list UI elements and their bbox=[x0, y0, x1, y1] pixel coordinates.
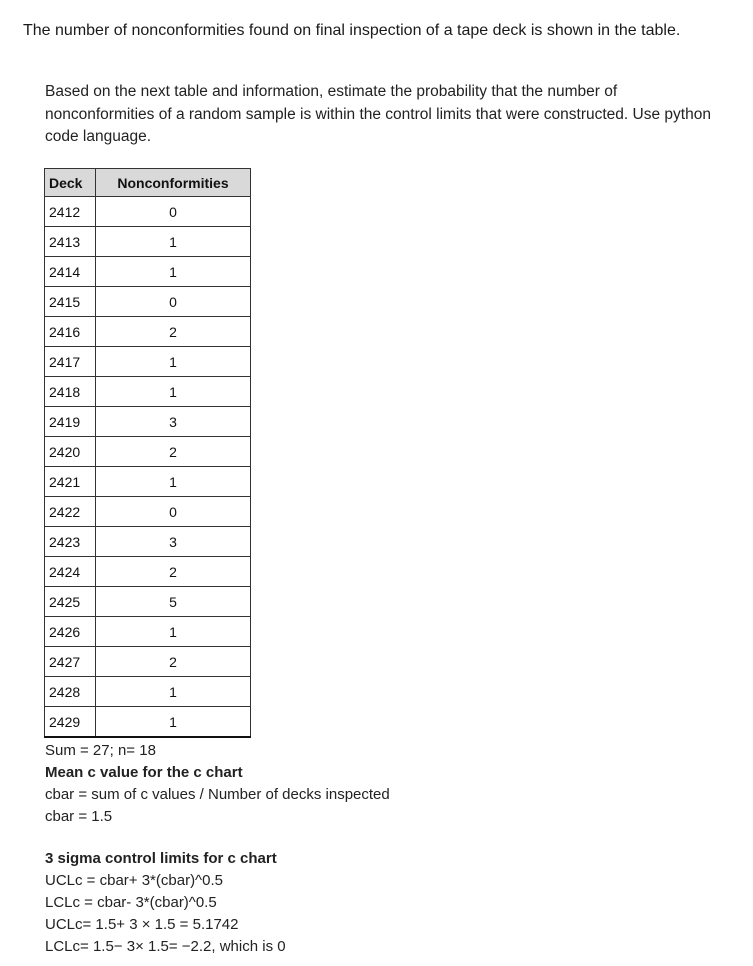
nonconformities-cell: 2 bbox=[96, 437, 251, 467]
nonconformities-cell: 1 bbox=[96, 257, 251, 287]
nonconformities-cell: 2 bbox=[96, 557, 251, 587]
column-header-nonconformities: Nonconformities bbox=[96, 169, 251, 197]
deck-cell: 2415 bbox=[45, 287, 96, 317]
deck-cell: 2422 bbox=[45, 497, 96, 527]
table-row bbox=[45, 677, 251, 707]
intro-text: The number of nonconformities found on final inspection of a tape deck is shown in the table. bbox=[23, 22, 681, 39]
table-row bbox=[45, 647, 251, 677]
nonconformities-cell: 1 bbox=[96, 227, 251, 257]
table-row bbox=[45, 437, 251, 467]
table-row bbox=[45, 467, 251, 497]
ucl-value: UCLc= 1.5+ 3 × 1.5 = 5.1742 bbox=[45, 916, 239, 933]
deck-cell: 2425 bbox=[45, 587, 96, 617]
deck-cell: 2414 bbox=[45, 257, 96, 287]
table-header-row bbox=[45, 169, 251, 197]
deck-cell: 2413 bbox=[45, 227, 96, 257]
lcl-value: LCLc= 1.5− 3× 1.5= −2.2, which is 0 bbox=[45, 938, 286, 955]
nonconformities-cell: 0 bbox=[96, 497, 251, 527]
nonconformities-cell: 5 bbox=[96, 587, 251, 617]
nonconformities-cell: 1 bbox=[96, 467, 251, 497]
deck-cell: 2424 bbox=[45, 557, 96, 587]
nonconformities-cell: 1 bbox=[96, 617, 251, 647]
deck-cell: 2429 bbox=[45, 707, 96, 738]
nonconformities-cell: 2 bbox=[96, 317, 251, 347]
table-row bbox=[45, 287, 251, 317]
notes-section bbox=[45, 740, 725, 958]
lcl-formula: LCLc = cbar- 3*(cbar)^0.5 bbox=[45, 894, 217, 911]
cbar-value: cbar = 1.5 bbox=[45, 808, 113, 825]
table-row bbox=[45, 557, 251, 587]
deck-cell: 2417 bbox=[45, 347, 96, 377]
mean-heading: Mean c value for the c chart bbox=[45, 764, 243, 781]
table-row bbox=[45, 407, 251, 437]
nonconformities-cell: 1 bbox=[96, 377, 251, 407]
table-row bbox=[45, 227, 251, 257]
deck-cell: 2418 bbox=[45, 377, 96, 407]
deck-cell: 2428 bbox=[45, 677, 96, 707]
table-row bbox=[45, 347, 251, 377]
nonconformities-cell: 2 bbox=[96, 647, 251, 677]
nonconformities-cell: 1 bbox=[96, 347, 251, 377]
deck-cell: 2420 bbox=[45, 437, 96, 467]
table-row bbox=[45, 617, 251, 647]
table-row bbox=[45, 317, 251, 347]
table-body bbox=[45, 197, 251, 738]
spacer bbox=[45, 828, 725, 848]
table-row bbox=[45, 497, 251, 527]
instructions-text: Based on the next table and information, estimate the probability that the number of nonconformities of a random sample is within the control limits that were constructed. Use python code language. bbox=[45, 83, 711, 145]
table-row bbox=[45, 587, 251, 617]
nonconformities-cell: 0 bbox=[96, 197, 251, 227]
limits-heading: 3 sigma control limits for c chart bbox=[45, 850, 277, 867]
deck-cell: 2416 bbox=[45, 317, 96, 347]
sum-line: Sum = 27; n= 18 bbox=[45, 742, 156, 759]
nonconformities-cell: 0 bbox=[96, 287, 251, 317]
table-row bbox=[45, 257, 251, 287]
deck-cell: 2427 bbox=[45, 647, 96, 677]
table-row bbox=[45, 377, 251, 407]
ucl-formula: UCLc = cbar+ 3*(cbar)^0.5 bbox=[45, 872, 223, 889]
nonconformities-cell: 1 bbox=[96, 707, 251, 738]
deck-cell: 2412 bbox=[45, 197, 96, 227]
table-row bbox=[45, 707, 251, 738]
cbar-formula: cbar = sum of c values / Number of decks inspected bbox=[45, 786, 390, 803]
deck-cell: 2421 bbox=[45, 467, 96, 497]
deck-cell: 2419 bbox=[45, 407, 96, 437]
nonconformities-table bbox=[44, 168, 251, 738]
deck-cell: 2426 bbox=[45, 617, 96, 647]
table-row bbox=[45, 527, 251, 557]
deck-cell: 2423 bbox=[45, 527, 96, 557]
table-row bbox=[45, 197, 251, 227]
nonconformities-cell: 1 bbox=[96, 677, 251, 707]
column-header-deck: Deck bbox=[45, 169, 96, 197]
nonconformities-cell: 3 bbox=[96, 527, 251, 557]
nonconformities-cell: 3 bbox=[96, 407, 251, 437]
